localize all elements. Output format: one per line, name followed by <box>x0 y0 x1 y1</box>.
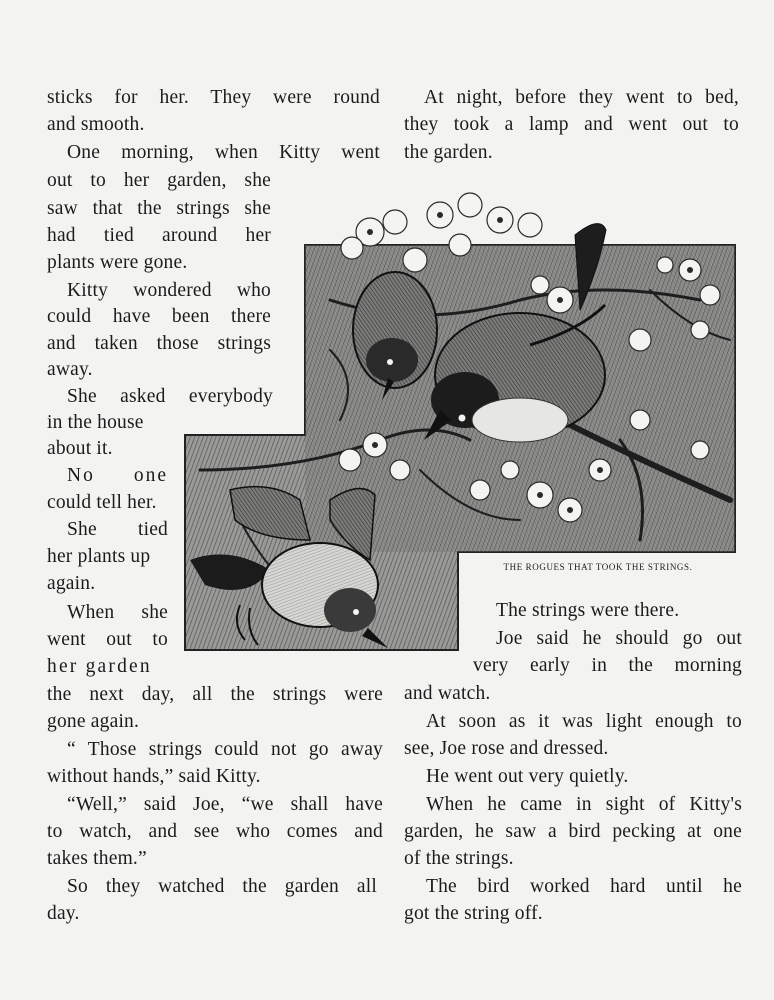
right-line-10: He went out very quietly. <box>426 766 629 787</box>
left-line-22: her garden <box>47 656 152 677</box>
left-line-23: the next day, all the strings were <box>47 684 383 705</box>
left-line-7: plants were gone. <box>47 252 188 273</box>
left-line-6: had tied around her <box>47 225 271 246</box>
left-line-16: could tell her. <box>47 492 157 513</box>
left-line-4: out to her garden, she <box>47 170 271 191</box>
left-line-30: So they watched the garden all <box>67 876 377 897</box>
illustration-caption: THE ROGUES THAT TOOK THE STRINGS. <box>503 562 693 572</box>
left-line-15: No one <box>67 465 168 486</box>
right-line-14: The bird worked hard until he <box>426 876 742 897</box>
right-line-1: At night, before they went to bed, <box>424 87 739 108</box>
left-line-14: about it. <box>47 438 113 459</box>
left-line-13: in the house <box>47 412 144 433</box>
left-line-3: One morning, when Kitty went <box>67 142 380 163</box>
left-line-25: “ Those strings could not go away <box>67 739 383 760</box>
right-line-3: the garden. <box>404 142 493 163</box>
right-line-7: and watch. <box>404 683 491 704</box>
left-line-12: She asked everybody <box>67 386 273 407</box>
left-line-1: sticks for her. They were round <box>47 87 380 108</box>
left-line-9: could have been there <box>47 306 271 327</box>
right-line-6: very early in the morning <box>473 655 742 676</box>
left-line-24: gone again. <box>47 711 140 732</box>
right-line-15: got the string off. <box>404 903 543 924</box>
left-line-11: away. <box>47 359 93 380</box>
right-line-2: they took a lamp and went out to <box>404 114 739 135</box>
right-line-8: At soon as it was light enough to <box>426 711 742 732</box>
left-line-10: and taken those strings <box>47 333 271 354</box>
left-line-19: again. <box>47 573 96 594</box>
right-line-4: The strings were there. <box>496 600 680 621</box>
left-line-31: day. <box>47 903 80 924</box>
left-line-26: without hands,” said Kitty. <box>47 766 261 787</box>
left-line-5: saw that the strings she <box>47 198 271 219</box>
left-line-17: She tied <box>67 519 168 540</box>
right-line-12: garden, he saw a bird pecking at one <box>404 821 742 842</box>
left-line-29: takes them.” <box>47 848 147 869</box>
right-line-5: Joe said he should go out <box>496 628 742 649</box>
left-line-18: her plants up <box>47 546 151 567</box>
left-line-28: to watch, and see who comes and <box>47 821 383 842</box>
right-line-9: see, Joe rose and dressed. <box>404 738 609 759</box>
right-line-13: of the strings. <box>404 848 514 869</box>
right-line-11: When he came in sight of Kitty's <box>426 794 742 815</box>
left-line-27: “Well,” said Joe, “we shall have <box>67 794 383 815</box>
left-line-2: and smooth. <box>47 114 145 135</box>
left-line-8: Kitty wondered who <box>67 280 271 301</box>
left-line-20: When she <box>67 602 168 623</box>
left-line-21: went out to <box>47 629 168 650</box>
